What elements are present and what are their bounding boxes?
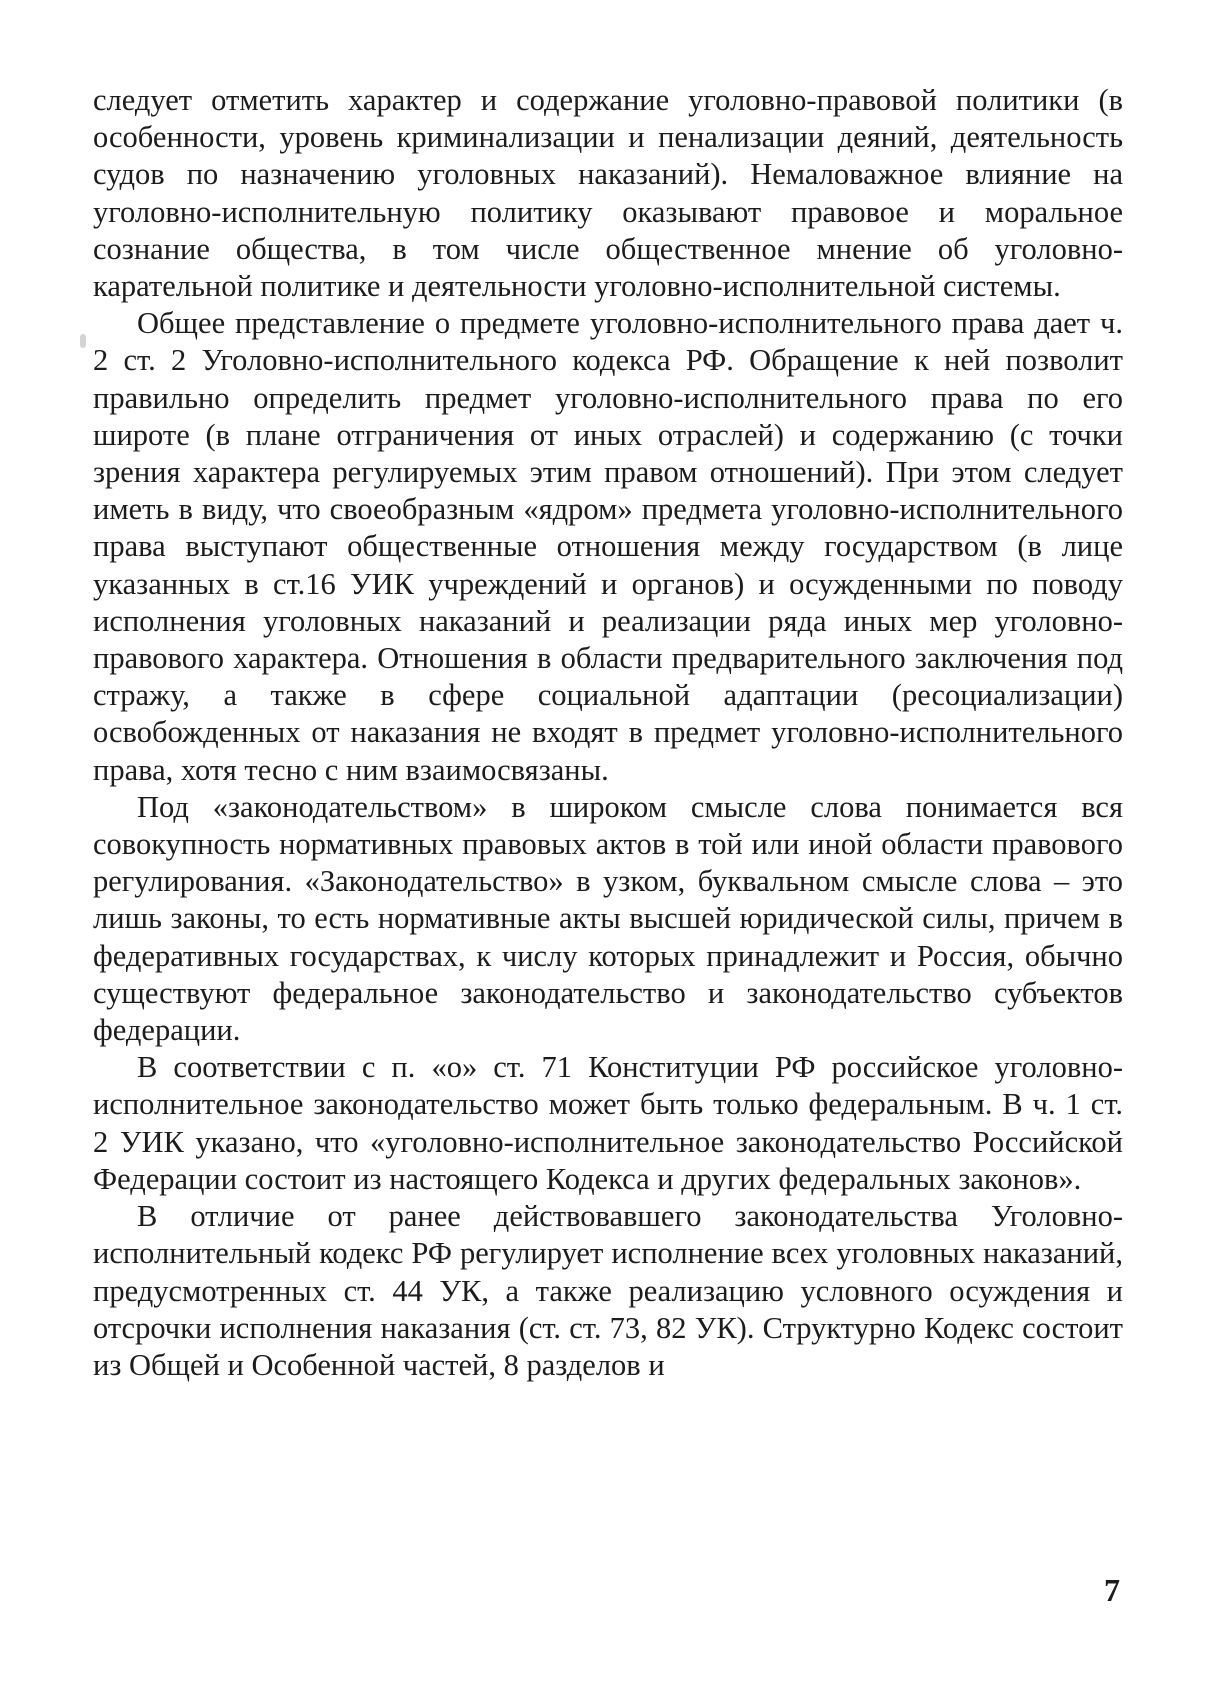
- paragraph-subject-of-law: Общее представление о предмете уголовно-исполнительного права дает ч. 2 ст. 2 Уголовно-исполнительного кодекса РФ. Обращение к ней позволит правильно определить предмет уголовно-исполнительного права по его широте (в плане отграничения от иных отраслей) и содержанию (с точки зрения характера регулируемых этим правом отношений). При этом следует иметь в виду, что своеобразным «ядром» предмета уголовно-исполнительного права выступают общественные отношения между государством (в лице указанных в ст.16 УИК учреждений и органов) и осужденными по поводу исполнения уголовных наказаний и реализации ряда иных мер уголовно-правового характера. Отношения в области предварительного заключения под стражу, а также в сфере социальной адаптации (ресоциализации) освобожденных от наказания не входят в предмет уголовно-исполнительного права, хотя тесно с ним взаимосвязаны.: [93, 306, 1123, 787]
- paragraph-continued: следует отметить характер и содержание уголовно-правовой политики (в особенности, уровень криминализации и пенализации деяний, деятельность судов по назначению уголовных наказаний). Немаловажное влияние на уголовно-исполнительную политику оказывают правовое и моральное сознание общества, в том числе общественное мнение об уголовно-карательной политике и деятельности уголовно-исполнительной системы.: [93, 83, 1123, 304]
- paragraph-code-structure: В отличие от ранее действовавшего законодательства Уголовно-исполнительный кодекс РФ регулирует исполнение всех уголовных наказаний, предусмотренных ст. 44 УК, а также реализацию условного осуждения и отсрочки исполнения наказания (ст. ст. 73, 82 УК). Структурно Кодекс состоит из Общей и Особенной частей, 8 разделов и: [93, 1199, 1123, 1382]
- body-text: [93, 82, 1123, 1384]
- page-number: 7: [1104, 1572, 1120, 1608]
- paragraph-constitution-reference: В соответствии с п. «о» ст. 71 Конституции РФ российское уголовно-исполнительное законодательство может быть только федеральным. В ч. 1 ст. 2 УИК указано, что «уголовно-исполнительное законодательство Российской Федерации состоит из настоящего Кодекса и других федеральных законов».: [93, 1050, 1123, 1196]
- paragraph-legislation-definition: Под «законодательством» в широком смысле слова понимается вся совокупность нормативных правовых актов в той или иной области правового регулирования. «Законодательство» в узком, буквальном смысле слова – это лишь законы, то есть нормативные акты высшей юридической силы, причем в федеративных государствах, к числу которых принадлежит и Россия, обычно существуют федеральное законодательство и законодательство субъектов федерации.: [93, 789, 1123, 1048]
- scan-artifact: [80, 334, 86, 348]
